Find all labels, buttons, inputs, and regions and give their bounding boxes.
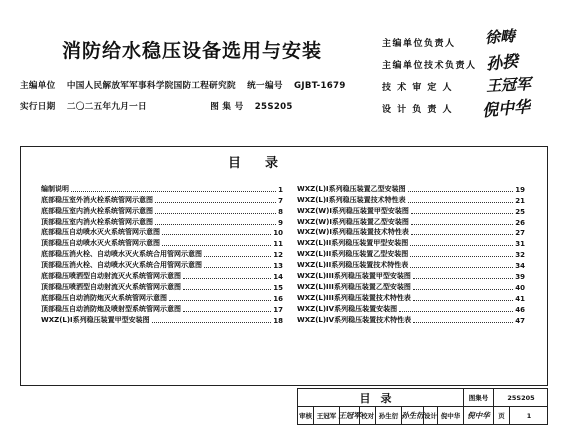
toc-entry-page: 12 (273, 251, 283, 260)
toc-entry-title: 底部稳压自动消防炮灭火系统管网示意图 (41, 293, 167, 302)
toc-leader-dots (413, 278, 513, 279)
toc-leader-dots (162, 245, 271, 246)
toc-entry[interactable] (41, 270, 283, 281)
toc-entry-page: 19 (515, 185, 525, 194)
toc-entry-page: 14 (273, 273, 283, 282)
toc-leader-dots (183, 278, 271, 279)
toc-entry-page: 13 (273, 262, 283, 271)
toc-entry-page: 47 (515, 316, 525, 325)
toc-entry[interactable] (41, 183, 283, 194)
atlas-title: 消防给水稳压设备选用与安装 (62, 40, 323, 62)
atlas-no-value: 25S205 (254, 102, 293, 112)
toc-leader-dots (413, 300, 513, 301)
toc-entry[interactable] (297, 270, 525, 281)
toc-leader-dots (152, 322, 272, 323)
signature-4: 倪中华 (481, 96, 531, 121)
toc-entry-title: WXZ(L)I系列稳压装置技术特性表 (297, 195, 406, 204)
toc-entry-page: 21 (515, 196, 525, 205)
toc-leader-dots (204, 267, 271, 268)
toc-entry-page: 34 (515, 262, 525, 271)
atlas-no-label: 图 集 号 (210, 102, 244, 112)
toc-entry-title: WXZ(L)II系列稳压装置技术特性表 (297, 261, 409, 270)
toc-entry-title: 底部稳压喷洒型自动射流灭火系统管网示意图 (41, 272, 181, 281)
toc-leader-dots (410, 245, 513, 246)
code-label: 统一编号 (247, 81, 283, 91)
signature-3: 王冠军 (485, 74, 532, 96)
toc-entry-title: 顶部稳压消火栓、自动喷水灭火系统合用管网示意图 (41, 261, 202, 270)
toc-entry[interactable] (297, 259, 525, 270)
signature-2: 孙揆 (485, 51, 520, 74)
review-signature: 王冠军 (340, 407, 360, 424)
toc-leader-dots (411, 234, 513, 235)
toc-entry[interactable] (297, 227, 525, 238)
toc-entry-page: 1 (278, 185, 283, 194)
check-name: 孙生衍 (376, 407, 402, 424)
toc-leader-dots (408, 191, 514, 192)
toc-entry-page: 41 (515, 294, 525, 303)
design-name: 倪中华 (438, 407, 464, 424)
toc-leader-dots (410, 267, 513, 268)
toc-entry[interactable] (41, 227, 283, 238)
title-block (297, 388, 548, 425)
toc-entry[interactable] (297, 194, 525, 205)
date-row (20, 100, 301, 112)
toc-entry[interactable] (41, 292, 283, 303)
toc-leader-dots (169, 300, 271, 301)
toc-entry[interactable] (297, 205, 525, 216)
toc-entry[interactable] (41, 237, 283, 248)
toc-entry-page: 25 (515, 207, 525, 216)
toc-entry-page: 46 (515, 305, 525, 314)
title-block-title: 目录 (298, 389, 464, 407)
toc-entry[interactable] (41, 205, 283, 216)
toc-entry-title: WXZ(L)I系列稳压装置乙型安装图 (297, 184, 406, 193)
review-label: 审核 (298, 407, 314, 424)
contents-list-right (297, 183, 525, 325)
toc-entry[interactable] (297, 314, 525, 325)
toc-entry-page: 11 (273, 240, 283, 249)
code-value: GJBT-1679 (294, 81, 346, 91)
signature-1: 徐畴 (484, 26, 516, 48)
toc-entry[interactable] (41, 248, 283, 259)
toc-entry-page: 16 (273, 294, 283, 303)
contents-heading: 目录 (228, 156, 303, 171)
toc-entry[interactable] (297, 292, 525, 303)
page-label: 页 (494, 407, 510, 424)
check-label: 校对 (360, 407, 376, 424)
toc-entry[interactable] (41, 281, 283, 292)
toc-entry-title: 编制说明 (41, 184, 69, 193)
toc-entry-page: 26 (515, 218, 525, 227)
editor-unit-row (20, 79, 354, 91)
toc-entry[interactable] (297, 183, 525, 194)
toc-entry-title: WXZ(W)I系列稳压装置乙型安装图 (297, 217, 409, 226)
toc-leader-dots (410, 256, 513, 257)
toc-entry[interactable] (297, 281, 525, 292)
toc-leader-dots (162, 234, 271, 235)
toc-leader-dots (71, 191, 276, 192)
toc-entry[interactable] (297, 216, 525, 227)
design-signature: 倪中华 (464, 407, 494, 424)
toc-leader-dots (155, 213, 276, 214)
toc-leader-dots (411, 213, 513, 214)
toc-entry-title: 底部稳压室内消火栓系统管网示意图 (41, 206, 153, 215)
editor-unit-label: 主编单位 (20, 81, 56, 91)
toc-entry-title: WXZ(L)II系列稳压装置乙型安装图 (297, 250, 409, 259)
toc-entry-page: 32 (515, 251, 525, 260)
toc-entry-page: 8 (278, 207, 283, 216)
toc-entry[interactable] (41, 314, 283, 325)
contents-list-left (41, 183, 283, 325)
toc-entry-page: 40 (515, 283, 525, 292)
review-name: 王冠军 (314, 407, 340, 424)
title-block-atlas-label: 图集号 (464, 389, 494, 407)
toc-entry-title: WXZ(L)III系列稳压装置技术特性表 (297, 293, 411, 302)
toc-entry-page: 27 (515, 229, 525, 238)
toc-entry-title: WXZ(L)III系列稳压装置甲型安装图 (297, 272, 411, 281)
toc-entry[interactable] (41, 303, 283, 314)
toc-leader-dots (408, 202, 514, 203)
toc-entry[interactable] (297, 237, 525, 248)
date-value: 二〇二五年九月一日 (66, 102, 147, 112)
toc-leader-dots (183, 289, 271, 290)
editor-unit-value: 中国人民解放军军事科学院国防工程研究院 (66, 81, 236, 91)
responsibility-label-3: 技 术 审 定 人 (382, 83, 454, 93)
toc-entry-page: 9 (278, 218, 283, 227)
toc-entry-title: 顶部稳压喷洒型自动射流灭火系统管网示意图 (41, 282, 181, 291)
toc-leader-dots (413, 322, 513, 323)
toc-entry-page: 17 (273, 305, 283, 314)
responsibility-label-4: 设 计 负 责 人 (382, 105, 454, 115)
toc-entry-title: WXZ(L)IV系列稳压装置技术特性表 (297, 315, 412, 324)
toc-entry-title: WXZ(W)I系列稳压装置技术特性表 (297, 228, 409, 237)
toc-entry-page: 39 (515, 273, 525, 282)
toc-entry[interactable] (41, 216, 283, 227)
check-signature: 孙生衍 (402, 407, 424, 424)
toc-leader-dots (399, 311, 513, 312)
title-block-atlas-no: 25S205 (494, 389, 548, 407)
toc-entry-title: 顶部稳压室内消火栓系统管网示意图 (41, 217, 153, 226)
toc-entry[interactable] (297, 303, 525, 314)
date-label: 实行日期 (20, 102, 56, 112)
toc-leader-dots (413, 289, 513, 290)
toc-entry-title: WXZ(W)I系列稳压装置甲型安装图 (297, 206, 409, 215)
design-label: 设计 (424, 407, 438, 424)
toc-entry-title: 底部稳压消火栓、自动喷水灭火系统合用管网示意图 (41, 250, 202, 259)
toc-entry[interactable] (297, 248, 525, 259)
toc-entry-title: WXZ(L)II系列稳压装置甲型安装图 (297, 239, 409, 248)
toc-leader-dots (204, 256, 271, 257)
toc-entry-page: 31 (515, 240, 525, 249)
toc-leader-dots (411, 224, 513, 225)
toc-leader-dots (155, 224, 276, 225)
toc-leader-dots (183, 311, 271, 312)
toc-entry-title: 顶部稳压自动喷水灭火系统管网示意图 (41, 239, 160, 248)
toc-entry-title: 底部稳压自动喷水灭火系统管网示意图 (41, 228, 160, 237)
responsibility-label-1: 主编单位负责人 (382, 39, 456, 49)
toc-entry-page: 15 (273, 283, 283, 292)
page-number: 1 (526, 411, 532, 420)
toc-entry-title: 顶部稳压自动消防炮及喷射型系统管网示意图 (41, 304, 181, 313)
toc-entry-page: 18 (273, 316, 283, 325)
toc-entry[interactable] (41, 194, 283, 205)
toc-entry[interactable] (41, 259, 283, 270)
toc-entry-page: 10 (273, 229, 283, 238)
toc-entry-title: WXZ(L)III系列稳压装置乙型安装图 (297, 282, 411, 291)
toc-leader-dots (155, 202, 276, 203)
toc-entry-title: WXZ(L)IV系列稳压装置安装图 (297, 304, 398, 313)
toc-entry-page: 7 (278, 196, 283, 205)
toc-entry-title: WXZ(L)I系列稳压装置甲型安装图 (41, 315, 150, 324)
toc-entry-title: 底部稳压室外消火栓系统管网示意图 (41, 195, 153, 204)
responsibility-label-2: 主编单位技术负责人 (382, 61, 477, 71)
